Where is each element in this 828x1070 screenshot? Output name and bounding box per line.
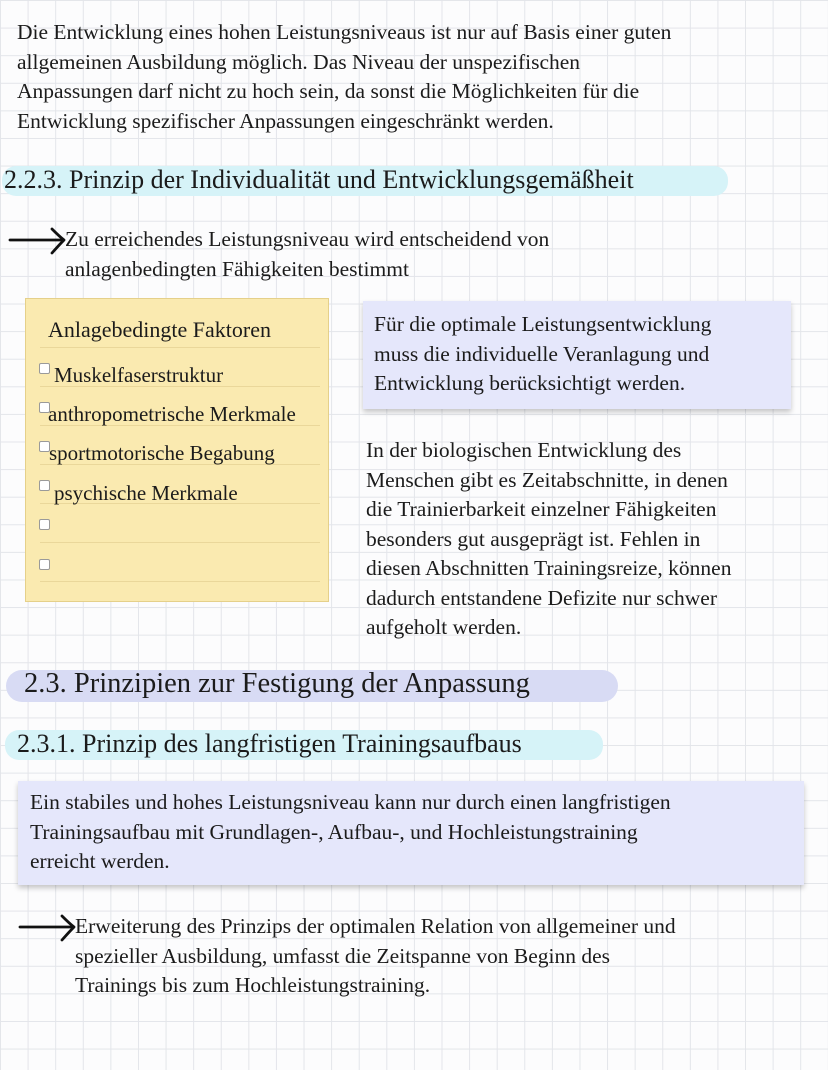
paragraph-biological (366, 436, 731, 643)
checkbox[interactable] (39, 559, 50, 570)
note-rule (40, 542, 320, 543)
checkbox[interactable] (39, 363, 50, 374)
note-rule (40, 347, 320, 348)
checklist-item: sportmotorische Begabung (49, 441, 275, 465)
arrow-note-line: Erweiterung des Prinzips der optimalen Relation von allgemeiner und (75, 914, 676, 938)
arrow-right-icon (8, 226, 66, 256)
arrow-note-231 (75, 912, 676, 1001)
intro-line: allgemeinen Ausbildung möglich. Das Niveau der unspezifischen (17, 49, 581, 74)
checklist-item: psychische Merkmale (54, 481, 238, 505)
box-line: Ein stabiles und hohes Leistungsniveau kann nur durch einen langfristigen (30, 790, 671, 814)
arrow-note-line: Trainings bis zum Hochleistungstraining. (75, 973, 431, 997)
intro-paragraph (17, 18, 671, 136)
box-line: Trainingsaufbau mit Grundlagen-, Aufbau-, und Hochleistungstraining (30, 819, 638, 844)
checkbox[interactable] (39, 480, 50, 491)
box-line: Für die optimale Leistungsentwicklung (374, 312, 712, 336)
paragraph-line: In der biologischen Entwicklung des (366, 438, 682, 462)
arrow-note-line: anlagenbedingten Fähigkeiten bestimmt (65, 256, 409, 281)
sticky-note-factors (25, 298, 329, 602)
box-line: erreicht werden. (30, 849, 170, 873)
heading-231: 2.3.1. Prinzip des langfristigen Trainingsaufbaus (17, 729, 522, 758)
note-rule (40, 581, 320, 582)
note-title: Anlagebedingte Faktoren (48, 317, 271, 342)
paragraph-line: besonders gut ausgeprägt ist. Fehlen in (366, 526, 701, 551)
paragraph-line: diesen Abschnitten Trainingsreize, können (366, 556, 732, 580)
intro-line: Die Entwicklung eines hohen Leistungsniveaus ist nur auf Basis einer guten (17, 20, 672, 44)
arrow-note-line: spezieller Ausbildung, umfasst die Zeitspanne von Beginn des (75, 943, 611, 968)
heading-223: 2.2.3. Prinzip der Individualität und Entwicklungsgemäßheit (4, 165, 634, 194)
paragraph-line: Menschen gibt es Zeitabschnitte, in denen (366, 467, 728, 492)
arrow-note-line: Zu erreichendes Leistungsniveau wird entscheidend von (65, 227, 550, 251)
box-text-optimal (374, 310, 711, 399)
checkbox[interactable] (39, 519, 50, 530)
paragraph-line: aufgeholt werden. (366, 615, 522, 639)
box-text-longterm (30, 788, 671, 877)
paragraph-line: dadurch entstandene Defizite nur schwer (366, 585, 718, 610)
box-line: Entwicklung berücksichtigt werden. (374, 371, 686, 395)
checklist-item: anthropometrische Merkmale (48, 402, 296, 426)
box-line: muss die individuelle Veranlagung und (374, 341, 710, 366)
heading-23: 2.3. Prinzipien zur Festigung der Anpassung (24, 668, 530, 699)
intro-line: Anpassungen darf nicht zu hoch sein, da sonst die Möglichkeiten für die (17, 79, 640, 103)
arrow-note-223 (65, 225, 549, 284)
arrow-right-icon (18, 913, 76, 943)
checklist-item: Muskelfaserstruktur (54, 363, 224, 387)
paragraph-line: die Trainierbarkeit einzelner Fähigkeiten (366, 497, 717, 521)
intro-line: Entwicklung spezifischer Anpassungen eingeschränkt werden. (17, 108, 554, 133)
